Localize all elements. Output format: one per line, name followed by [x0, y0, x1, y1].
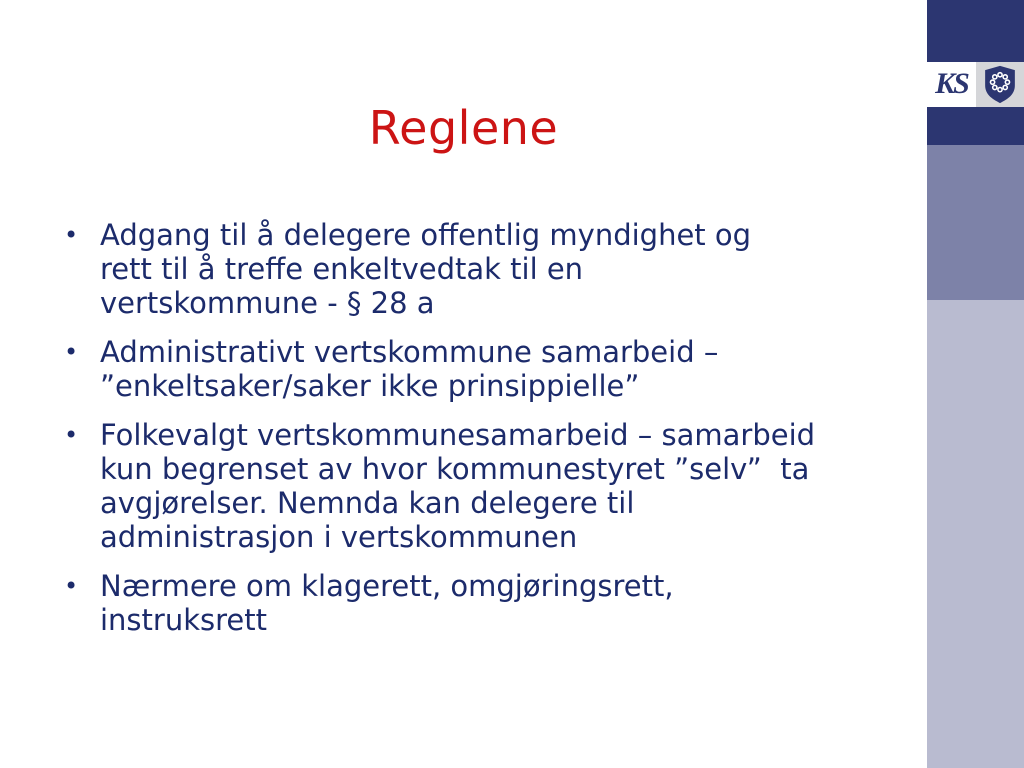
bullet-marker: •	[64, 572, 79, 600]
bullet-marker: •	[64, 221, 79, 249]
sidebar-band-navy-mid	[927, 107, 1024, 145]
ks-logo-text: KS	[935, 66, 968, 100]
bullet-text	[100, 335, 718, 403]
bullet-item	[62, 218, 927, 320]
sidebar-decoration	[927, 0, 1024, 768]
bullet-line: Nærmere om klagerett, omgjøringsrett,	[100, 569, 674, 603]
ks-shield-icon	[984, 65, 1016, 104]
bullet-line: kun begrenset av hvor kommunestyret ”selv” ta	[100, 452, 810, 486]
slide-title: Reglene	[368, 101, 559, 155]
ks-logo-shieldbox	[976, 62, 1024, 107]
ks-logo-textbox	[927, 62, 976, 107]
bullet-list	[0, 218, 927, 637]
bullet-text	[100, 569, 674, 637]
bullet-line: Adgang til å delegere offentlig myndighet og	[100, 218, 752, 252]
sidebar-band-navy-top	[927, 0, 1024, 62]
bullet-line: instruksrett	[100, 603, 267, 637]
bullet-line: administrasjon i vertskommunen	[100, 520, 578, 554]
bullet-marker: •	[64, 421, 79, 449]
bullet-line: Administrativt vertskommune samarbeid –	[100, 335, 719, 369]
bullet-item	[62, 418, 927, 554]
bullet-line: ”enkeltsaker/saker ikke prinsippielle”	[100, 369, 640, 403]
bullet-line: Folkevalgt vertskommunesamarbeid – samarbeid	[100, 418, 816, 452]
ks-logo	[927, 62, 1024, 107]
bullet-line: vertskommune - § 28 a	[100, 286, 435, 320]
sidebar-band-purple	[927, 145, 1024, 300]
bullet-text	[100, 418, 815, 554]
bullet-text	[100, 218, 751, 320]
sidebar-band-lavender	[927, 300, 1024, 768]
bullet-line: rett til å treffe enkeltvedtak til en	[100, 252, 584, 286]
bullet-line: avgjørelser. Nemnda kan delegere til	[100, 486, 635, 520]
bullet-marker: •	[64, 338, 79, 366]
bullet-item	[62, 335, 927, 403]
bullet-item	[62, 569, 927, 637]
